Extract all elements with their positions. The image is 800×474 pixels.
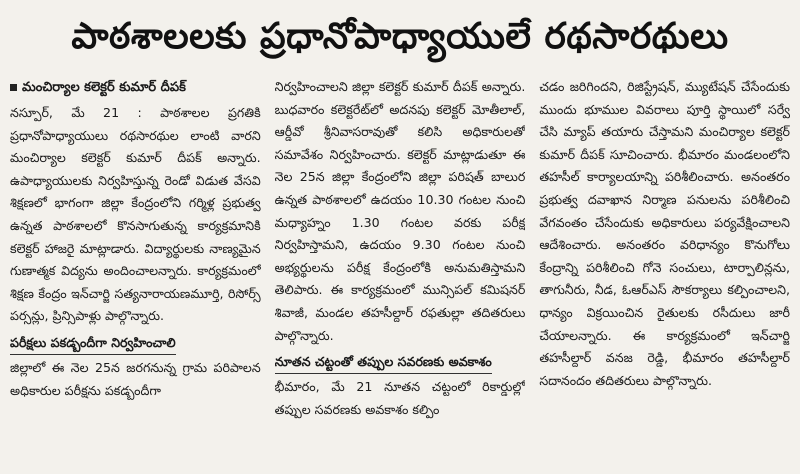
column-2 [275,76,526,468]
bullet-icon [10,84,17,91]
column-3 [539,76,790,468]
byline-text: మంచిర్యాల కలెక్టర్ కుమార్ దీపక్ [22,80,186,95]
subheading-exams: పరీక్షలు పకడ్బందీగా నిర్వహించాలి [10,332,176,355]
column-1-paragraph-2: జిల్లాలో ఈ నెల 25న జరగనున్న గ్రామ పరిపాలన అధికారుల పరీక్షను పకడ్బందీగా [10,359,261,398]
column-1-paragraph-1: నస్పూర్, మే 21 : పాఠశాలల ప్రగతికి ప్రధానోపాధ్యాయులు రథసారథుల లాంటి వారని మంచిర్యాల కలెక్టర్ కుమార్ దీపక్ అన్నారు. ఉపాధ్యాయులకు నిర్వహిస్తున్న రెండో విడుత వేసవి శిక్షణలో భాగంగా జిల్లా కేంద్రంలోని గర్మిళ్ల ప్రభుత్వ ఉన్నత పాఠశాలలో కొనసాగుతున్న కార్యక్రమానికి కలెక్టర్ హాజరై మాట్లాడారు. విద్యార్థులకు నాణ్యమైన గుణాత్మక విద్యను అందించాలన్నారు. కార్యక్రమంలో శిక్షణ కేంద్రం ఇన్‌చార్జి సత్యనారాయణమూర్తి, రిసోర్స్ పర్సన్లు, ప్రిన్సిపాళ్లు పాల్గొన్నారు. [10,105,261,324]
article-columns [10,76,790,468]
subheading-new-law: నూతన చట్టంతో తప్పుల సవరణకు అవకాశం [275,351,492,374]
column-3-paragraph-1: చడం జరిగిందని, రిజిస్ట్రేషన్, మ్యుటేషన్ చేసేందుకు ముందు భూముల వివరాలు పూర్తి స్థాయిలో సర్వే చేసి మ్యాప్ తయారు చేస్తామని మంచిర్యాల కలెక్టర్ కుమార్ దీపక్ సూచించారు. భీమారం మండలంలోని తహసీల్ కార్యాలయాన్ని పరిశీలించారు. అనంతరం ప్రభుత్వ దవాఖాన నిర్మాణ పనులను పరిశీలించి వేగవంతం చేసేందుకు అధికారులు పర్యవేక్షించాలని ఆదేశించారు. అనంతరం వరిధాన్యం కొనుగోలు కేంద్రాన్ని పరిశీలించి గోనె సంచులు, టార్పాలిన్లను, తాగునీరు, నీడ, ఓఆర్ఎస్ సౌకర్యాలు కల్పించాలని, ధాన్యం విక్రయించిన రైతులకు రసీదులు జారీ చేయాలన్నారు. ఈ కార్యక్రమంలో ఇన్‌చార్జి తహసీల్దార్ వనజ రెడ్డి, భీమారం తహసీల్దార్ సదానందం తదితరులు పాల్గొన్నారు. [539,79,790,388]
column-1 [10,76,261,468]
column-2-paragraph-2: భీమారం, మే 21 నూతన చట్టంలో రికార్డుల్లో తప్పుల సవరణకు అవకాశం కల్పిం [274,379,526,417]
byline [10,76,261,100]
column-2-paragraph-1: నిర్వహించాలని జిల్లా కలెక్టర్ కుమార్ దీపక్ అన్నారు. బుధవారం కలెక్టరేట్‌లో అదనపు కలెక్టర్ మోతీలాల్, ఆర్డీవో శ్రీనివాసరావుతో కలిసి అధికారులతో సమావేశం నిర్వహించారు. కలెక్టర్ మాట్లాడుతూ ఈ నెల 25న జిల్లా కేంద్రంలోని జిల్లా పరిషత్ బాలుర ఉన్నత పాఠశాలలో ఉదయం 10.30 గంటల నుంచి మధ్యాహ్నం 1.30 గంటల వరకు పరీక్ష నిర్వహిస్తామని, ఉదయం 9.30 గంటల నుంచి అభ్యర్థులను పరీక్ష కేంద్రంలోకి అనుమతిస్తామని తెలిపారు. ఈ కార్యక్రమంలో మున్సిపల్ కమిషనర్ శివాజీ, మండల తహసీల్దార్ రఫతుల్లా తదితరులు పాల్గొన్నారు. [274,79,526,343]
headline: పాఠశాలలకు ప్రధానోపాధ్యాయులే రథసారథులు [71,16,729,57]
